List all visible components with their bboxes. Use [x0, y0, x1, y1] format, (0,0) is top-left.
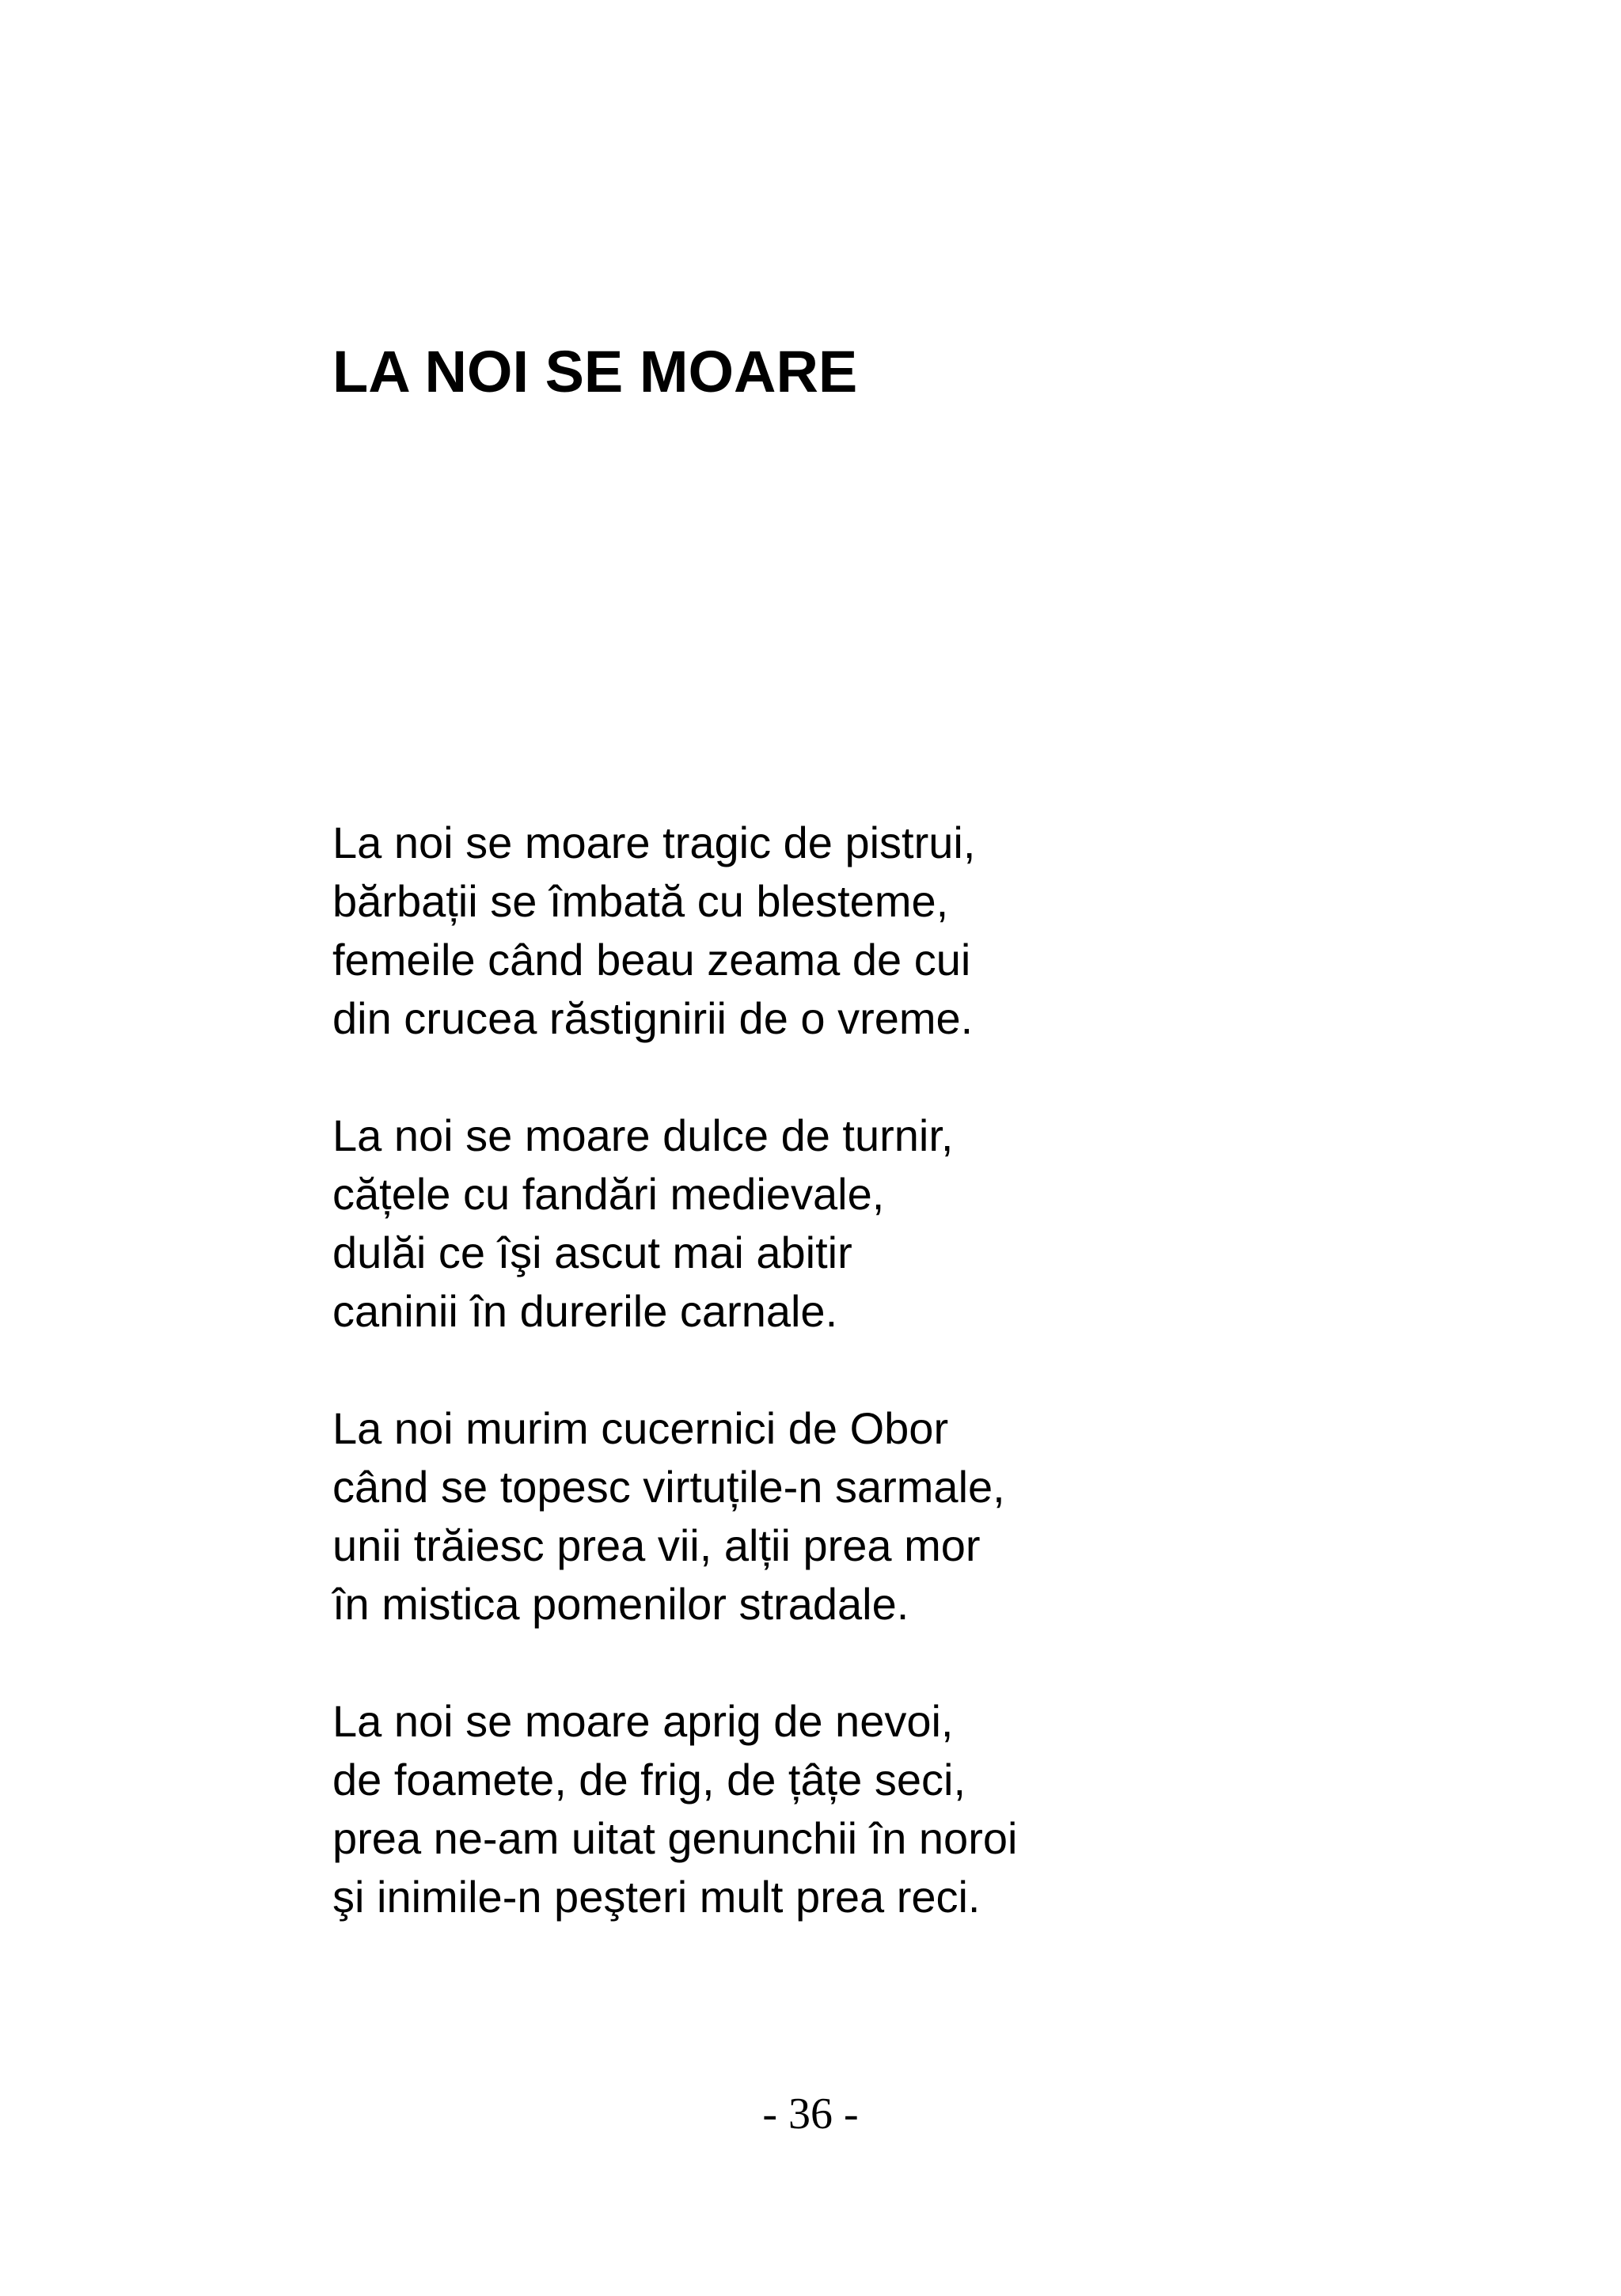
- poem-body: [332, 814, 1520, 1985]
- poem-line: dulăi ce îşi ascut mai abitir: [332, 1228, 852, 1277]
- stanza-4: [332, 1692, 1520, 1926]
- poem-line: când se topesc virtuțile-n sarmale,: [332, 1462, 1005, 1512]
- poem-line: La noi se moare tragic de pistrui,: [332, 818, 976, 867]
- poem-line: în mistica pomenilor stradale.: [332, 1579, 909, 1629]
- poem-line: şi inimile-n peşteri mult prea reci.: [332, 1872, 981, 1922]
- poem-line: femeile când beau zeama de cui: [332, 935, 971, 985]
- poem-line: unii trăiesc prea vii, alții prea mor: [332, 1520, 981, 1570]
- poem-line: bărbații se îmbată cu blesteme,: [332, 876, 949, 926]
- stanza-2: [332, 1106, 1520, 1341]
- poem-line: prea ne-am uitat genunchii în noroi: [332, 1813, 1018, 1863]
- poem-line: La noi murim cucernici de Obor: [332, 1403, 949, 1453]
- poem-line: La noi se moare dulce de turnir,: [332, 1110, 954, 1160]
- stanza-1: [332, 814, 1520, 1048]
- poem-line: cățele cu fandări medievale,: [332, 1169, 885, 1219]
- poem-line: caninii în durerile carnale.: [332, 1286, 838, 1336]
- poem-line: de foamete, de frig, de țâțe seci,: [332, 1755, 966, 1805]
- poem-line: din crucea răstignirii de o vreme.: [332, 993, 974, 1043]
- poem-line: La noi se moare aprig de nevoi,: [332, 1696, 954, 1746]
- page-number: - 36 -: [762, 2089, 859, 2139]
- stanza-3: [332, 1399, 1520, 1634]
- poem-title: LA NOI SE MOARE: [332, 339, 858, 404]
